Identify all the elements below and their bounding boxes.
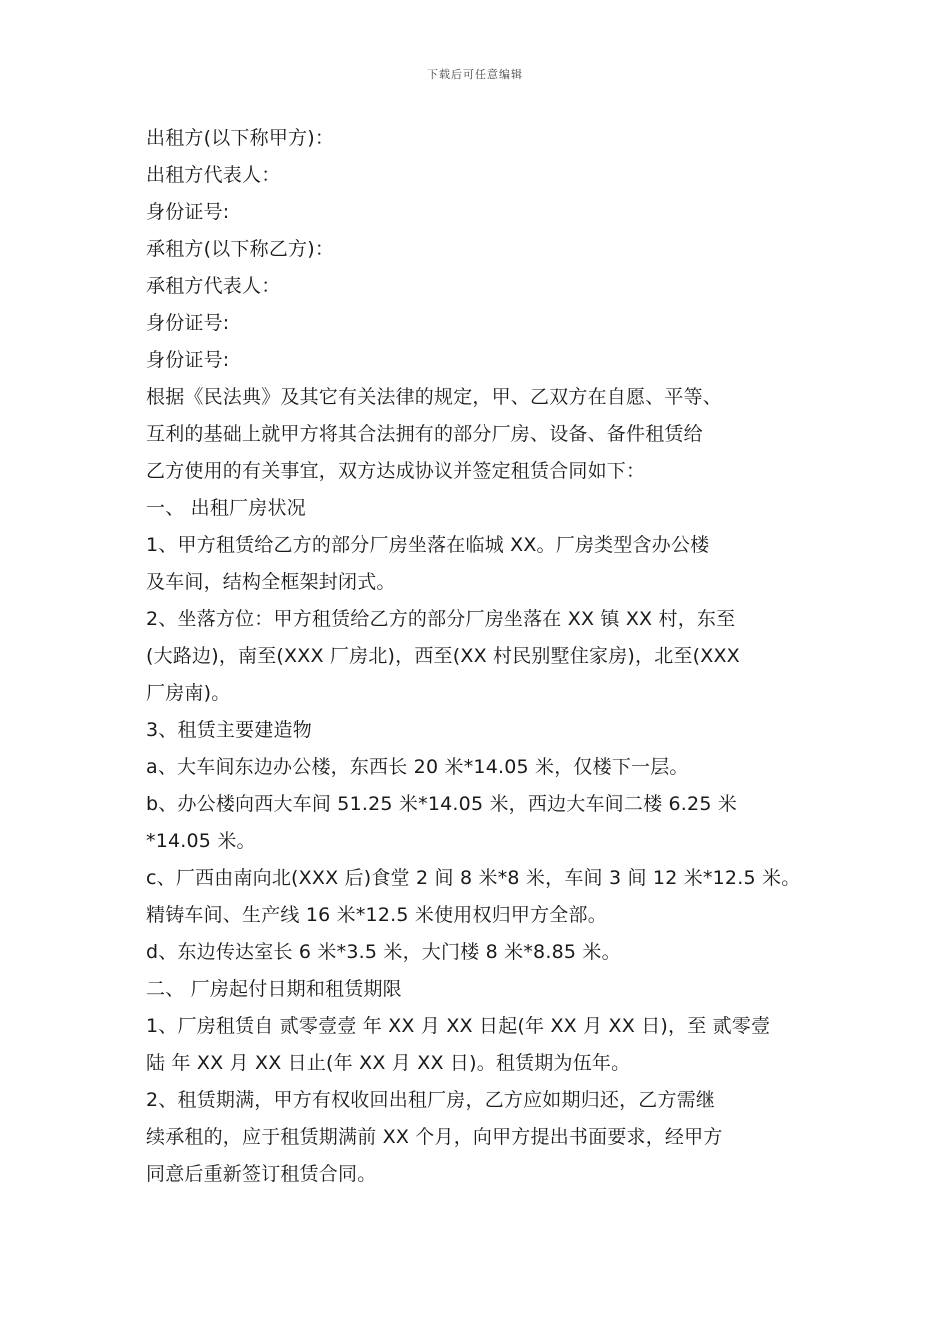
text-line: c、厂西由南向北(XXX 后)食堂 2 间 8 米*8 米，车间 3 间 12 米*12.5 米。 bbox=[146, 867, 801, 889]
text-line: 2、坐落方位：甲方租赁给乙方的部分厂房坐落在 XX 镇 XX 村，东至 bbox=[146, 608, 736, 630]
text-line: 身份证号: bbox=[146, 312, 230, 334]
text-line: 陆 年 XX 月 XX 日止(年 XX 月 XX 日)。租赁期为伍年。 bbox=[146, 1052, 631, 1074]
header-note: 下载后可任意编辑 bbox=[427, 68, 523, 81]
text-line: 2、租赁期满，甲方有权收回出租厂房，乙方应如期归还，乙方需继 bbox=[146, 1089, 716, 1111]
text-line: 同意后重新签订租赁合同。 bbox=[146, 1163, 377, 1185]
text-line: *14.05 米。 bbox=[146, 830, 256, 852]
text-line: 精铸车间、生产线 16 米*12.5 米使用权归甲方全部。 bbox=[146, 904, 607, 926]
text-line: 出租方代表人： bbox=[146, 164, 281, 186]
section-heading: 二、 厂房起付日期和租赁期限 bbox=[146, 978, 402, 1000]
text-line: 3、租赁主要建造物 bbox=[146, 719, 312, 741]
text-line: (大路边)，南至(XXX 厂房北)，西至(XX 村民别墅住家房)，北至(XXX bbox=[146, 645, 740, 667]
text-line: 承租方(以下称乙方)： bbox=[146, 238, 335, 260]
text-line: 承租方代表人： bbox=[146, 275, 281, 297]
contract-body bbox=[146, 120, 822, 1193]
section-heading: 一、 出租厂房状况 bbox=[146, 497, 306, 519]
text-line: 身份证号: bbox=[146, 201, 230, 223]
text-line: 乙方使用的有关事宜，双方达成协议并签定租赁合同如下： bbox=[146, 460, 646, 482]
text-line: d、东边传达室长 6 米*3.5 米，大门楼 8 米*8.85 米。 bbox=[146, 941, 621, 963]
text-line: 身份证号: bbox=[146, 349, 230, 371]
text-line: 出租方(以下称甲方)： bbox=[146, 127, 335, 149]
text-line: 根据《民法典》及其它有关法律的规定，甲、乙双方在自愿、平等、 bbox=[146, 386, 723, 408]
text-line: 互利的基础上就甲方将其合法拥有的部分厂房、设备、备件租赁给 bbox=[146, 423, 703, 445]
text-line: 厂房南)。 bbox=[146, 682, 231, 704]
text-line: 1、厂房租赁自 贰零壹壹 年 XX 月 XX 日起(年 XX 月 XX 日)，至 贰零壹 bbox=[146, 1015, 771, 1037]
text-line: b、办公楼向西大车间 51.25 米*14.05 米，西边大车间二楼 6.25 米 bbox=[146, 793, 738, 815]
text-line: 及车间，结构全框架封闭式。 bbox=[146, 571, 396, 593]
text-line: a、大车间东边办公楼，东西长 20 米*14.05 米，仅楼下一层。 bbox=[146, 756, 689, 778]
text-line: 续承租的，应于租赁期满前 XX 个月，向甲方提出书面要求，经甲方 bbox=[146, 1126, 723, 1148]
text-line: 1、甲方租赁给乙方的部分厂房坐落在临城 XX。厂房类型含办公楼 bbox=[146, 534, 710, 556]
